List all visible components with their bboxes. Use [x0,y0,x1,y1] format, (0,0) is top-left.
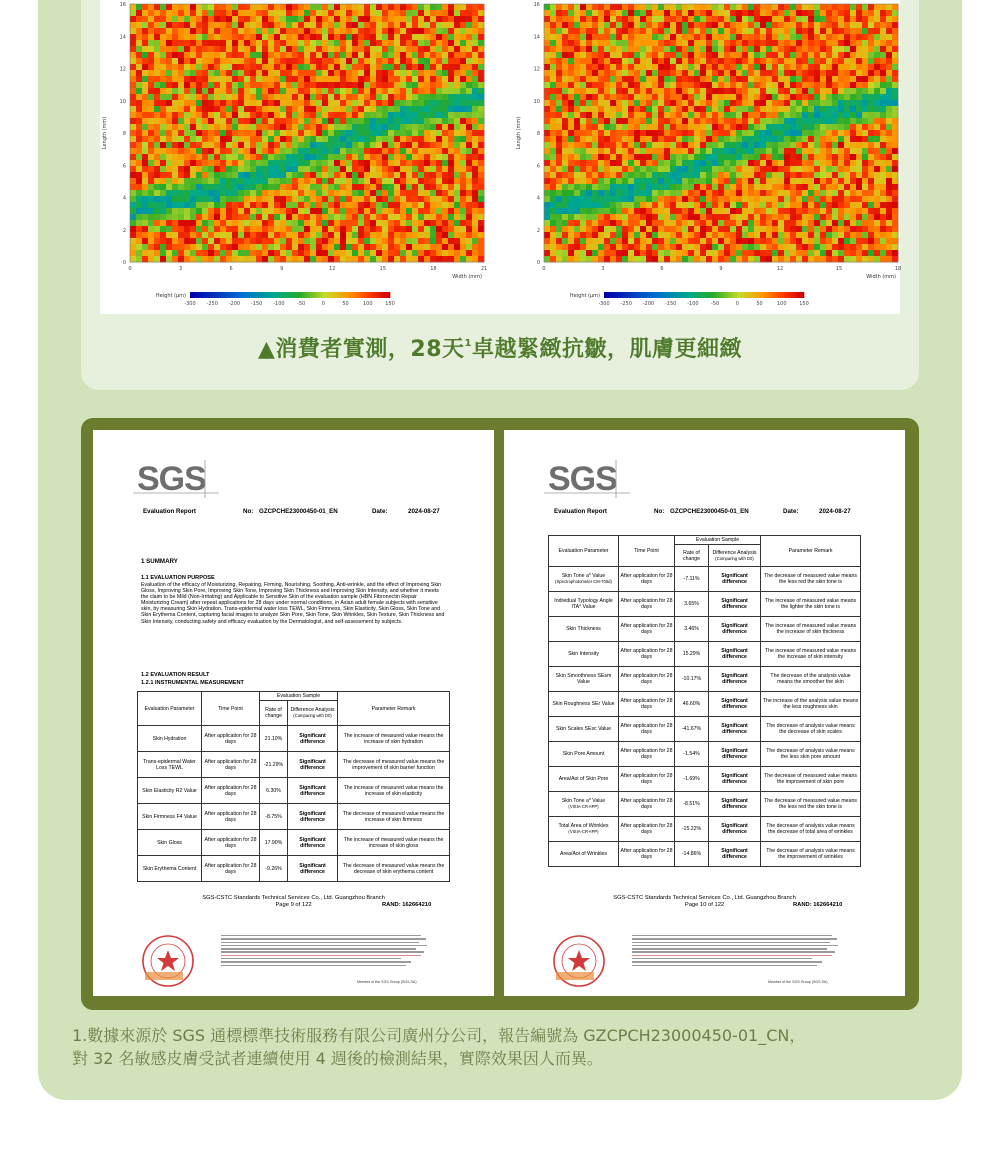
y-tick-label: 2 [536,227,540,234]
cell-time: After application for 28 days [619,742,675,767]
cell-time: After application for 28 days [619,817,675,842]
cell-param [138,778,202,804]
y-tick-label: 0 [122,260,126,266]
skin-heatmap-after [514,0,900,314]
cell-remark: The decrease of measured value means the less red the skin tone is [761,567,861,592]
col-header-param: Evaluation Parameter [138,692,202,726]
colorbar-label: Height (µm) [569,293,600,299]
sgs-seal-stamp [141,934,195,988]
cell-rate: -1.69% [675,767,709,792]
y-tick-label: 10 [119,98,126,105]
table-row [549,742,861,767]
cell-time: After application for 28 days [619,617,675,642]
section-instrumental: 1.2.1 INSTRUMENTAL MEASUREMENT [141,680,244,686]
report-no-value: GZCPCHE23000450-01_EN [670,508,749,515]
cell-param-name: Area/Aoi of Skin Pore [558,776,609,782]
table-row [549,792,861,817]
cell-rate: -8.51% [675,792,709,817]
cell-rate: -8.75% [260,804,288,830]
table-row [549,592,861,617]
cell-rate: -14.86% [675,842,709,867]
cell-param [549,767,619,792]
colorbar-tick-label: 100 [777,301,787,307]
cell-remark: The increase of measured value means the lighter the skin tone is [761,592,861,617]
cell-param [549,692,619,717]
cell-param-name: Skin Roughness SEr Value [552,701,615,707]
colorbar-tick-label: -150 [664,301,677,307]
cell-remark: The decrease of measured value means the improvement of skin barrier function [338,752,450,778]
table-row [549,667,861,692]
cell-param-name: Skin Pore Amount [562,751,605,757]
cell-rate: -10.17% [675,667,709,692]
table-row [549,617,861,642]
report-date-label: Date: [783,508,799,515]
sgs-seal-stamp [552,934,606,988]
y-axis-label: Length (mm) [516,116,522,150]
x-tick-label: 0 [542,266,546,272]
y-tick-label: 12 [119,66,126,73]
cell-param [549,792,619,817]
cell-param [549,567,619,592]
colorbar [604,292,804,298]
cell-param-name: Total Area of Wrinkles [558,823,609,829]
cell-remark: The increase of measured value means the increase of skin hydration [338,726,450,752]
cell-time: After application for 28 days [619,592,675,617]
x-tick-label: 9 [719,266,723,272]
x-tick-label: 15 [835,266,843,272]
cell-remark: The decrease of measured value means the less red the skin tone is [761,792,861,817]
cell-diff: Significant difference [288,804,338,830]
cell-diff: Significant difference [709,592,761,617]
report-title: Evaluation Report [554,508,607,515]
cell-time: After application for 28 days [619,842,675,867]
report-no-label: No: [654,508,665,515]
report-date-value: 2024-08-27 [408,508,440,515]
y-tick-label: 14 [119,34,126,41]
footer-company: SGS-CSTC Standards Technical Services Co., Ltd. Guangzhou Branch [613,895,796,901]
cell-param [138,726,202,752]
footer-page: Page 9 of 122 [275,902,312,908]
cell-param-name: Skin Intensity [568,651,599,657]
cell-param [549,617,619,642]
cell-remark: The increase of measured value means the increase of skin gloss [338,830,450,856]
cell-time: After application for 28 days [619,792,675,817]
table-row [549,642,861,667]
table-row [138,830,450,856]
table-row [549,842,861,867]
col-header-rate: Rate of change [675,545,709,567]
report-date-label: Date: [372,508,388,515]
x-tick-label: 6 [660,266,664,272]
sgs-logo-text: SGS [548,460,617,498]
cell-param [549,667,619,692]
x-tick-label: 9 [280,266,284,272]
cell-rate: -9.26% [260,856,288,882]
y-axis-label: Length (mm) [102,116,108,150]
x-tick-label: 12 [776,266,784,272]
y-tick-label: 16 [533,2,540,8]
col-header-diff-sub: (Comparing with D0) [293,713,332,718]
cell-param-name: Area/Aoi of Wrinkles [560,851,607,857]
cell-param-note: (Spectrophotometer CM-700d) [555,579,612,584]
cell-diff: Significant difference [709,842,761,867]
cell-diff: Significant difference [709,617,761,642]
x-axis-label: Width (mm) [452,274,482,280]
cell-param [138,830,202,856]
section-summary: 1 SUMMARY [141,558,178,565]
cell-diff: Significant difference [709,792,761,817]
cell-param [549,742,619,767]
colorbar-tick-label: -300 [184,301,196,307]
report-card [81,418,919,1010]
y-tick-label: 4 [536,195,540,202]
cell-remark: The increase of measured value means the increase of skin elasticity [338,778,450,804]
cell-param-name: Skin Gloss [157,839,182,846]
cell-param-name: Skin Thickness [566,626,601,632]
cell-time: After application for 28 days [202,830,260,856]
col-header-diff-sub: (Comparing with D0) [715,555,754,561]
cell-rate: -41.67% [675,717,709,742]
cell-time: After application for 28 days [619,642,675,667]
colorbar-tick-label: 50 [756,301,763,307]
colorbar-tick-label: -100 [687,301,699,307]
cell-rate: 21.10% [260,726,288,752]
cell-param [549,842,619,867]
cell-rate: 15.29% [675,642,709,667]
report-page-10 [504,430,905,996]
section-purpose: 1.1 EVALUATION PURPOSE [141,575,215,581]
results-table-page10 [548,535,861,867]
caption-footnote-marker: 1 [464,338,472,349]
legal-fineprint [632,935,842,971]
table-row [138,726,450,752]
legal-fineprint [221,935,431,971]
cell-param [138,804,202,830]
cell-time: After application for 28 days [619,667,675,692]
cell-diff: Significant difference [709,642,761,667]
cell-param-name: Individual Typology Angle ITA° Value [554,598,613,610]
colorbar-tick-label: -250 [620,301,632,307]
cell-rate: -7.11% [675,567,709,592]
skin-texture-maps [100,0,900,314]
report-no-value: GZCPCHE23000450-01_EN [259,508,338,515]
footer-page: Page 10 of 122 [684,902,725,908]
cell-remark: The decrease of measured value means the improvement of skin pore [761,767,861,792]
col-header-sample: Evaluation Sample [675,536,761,545]
sgs-logo-text: SGS [137,460,206,498]
x-tick-label: 18 [430,266,437,272]
cell-diff: Significant difference [709,567,761,592]
table-row [138,804,450,830]
footer-rand: RAND: 162664210 [793,902,843,908]
col-header-sample: Evaluation Sample [260,692,338,701]
cell-rate: 3.65% [675,592,709,617]
report-date-value: 2024-08-27 [819,508,851,515]
results-table-page9 [137,691,450,882]
cell-time: After application for 28 days [619,717,675,742]
colorbar-tick-label: -200 [642,301,655,307]
cell-param [138,752,202,778]
cell-param-note: (VISIA-CR+IPP) [568,829,599,834]
cell-diff: Significant difference [709,817,761,842]
caption-suffix: 卓越緊緻抗皺，肌膚更細緻 [472,337,743,362]
y-tick-label: 4 [122,195,126,202]
col-header-remark: Parameter Remark [761,536,861,567]
x-tick-label: 3 [601,266,605,272]
cell-param [549,642,619,667]
y-tick-label: 0 [536,260,540,266]
x-tick-label: 3 [178,266,183,272]
x-axis-label: Width (mm) [866,274,896,280]
report-title: Evaluation Report [143,508,196,515]
cell-remark: The increase of measured value means the increase of skin thickness [761,617,861,642]
cell-param [549,817,619,842]
cell-time: After application for 28 days [619,692,675,717]
table-row [549,817,861,842]
heatmap-svg [100,0,486,314]
heatmap-texture [544,4,898,262]
table-row [549,567,861,592]
cell-time: After application for 28 days [619,567,675,592]
cell-param [549,717,619,742]
colorbar-label: Height (µm) [155,293,186,299]
source-footnote [72,1024,952,1070]
col-header-diff-main: Difference Analysis [290,707,335,713]
cell-param-name: Skin Firmness F4 Value [142,813,197,820]
cell-diff: Significant difference [709,667,761,692]
cell-diff: Significant difference [709,742,761,767]
result-caption [0,332,1000,363]
cell-diff: Significant difference [709,692,761,717]
x-tick-label: 12 [329,266,336,272]
colorbar-tick-label: 150 [385,301,395,307]
report-page-9 [93,430,494,996]
cell-rate: 6.30% [260,778,288,804]
col-header-diff-main: Difference Analysis [712,549,757,556]
cell-rate: -21.29% [260,752,288,778]
cell-param-name: Skin Tone a* Value [561,798,606,804]
member-line: Member of the SGS Group (SGS SA) [357,980,417,984]
sgs-logo [133,458,219,498]
report-header [554,508,855,517]
x-tick-label: 21 [480,266,488,272]
footnote-line-1: 1.數據來源於 SGS 通標標準技術服務有限公司廣州分公司，報告編號為 GZCPCH23000450-01_CN， [72,1026,806,1045]
cell-diff: Significant difference [288,726,338,752]
cell-param [549,592,619,617]
footer-rand: RAND: 162664210 [382,902,432,908]
cell-param [138,856,202,882]
colorbar-tick-label: 50 [342,301,349,307]
x-tick-label: 15 [379,266,387,272]
purpose-text: Evaluation of the efficacy of Moisturizing, Repairing, Firming, Nourishing, Soothing, Anti-wrinkle, and the effect of Improving Skin Gloss, Improving Skin Pore, Improving Skin Tone, Improving Skin Thickness and Improving Skin Intensity, and whether it meets the claim to be Mild (Non-Irritating) and Applicable to Sensitive Skin of the evaluation sample (HBN Fibronectin Repair Moisturizing Cream) after repeat applications for 28 days under normal conditions, in Asian adult female subjects with sensitive skin, by measuring Skin Hydration, Trans-epidermal water loss TEWL, Skin Firmness, Skin Elasticity, Skin Gloss, Skin Tone and Skin Erythema Content, capturing facial images to analyze Skin Pore, Skin Tone, Skin Wrinkles, Skin Texture, Skin Thickness and Skin Intensity, conducting safety and efficacy evaluation by the Dermatologist, and self-assessment by subjects. [141,582,445,625]
colorbar-tick-label: 100 [363,301,373,307]
table-row [549,717,861,742]
col-header-diff [288,701,338,726]
cell-diff: Significant difference [709,717,761,742]
x-tick-label: 0 [128,266,132,272]
cell-rate: 3.46% [675,617,709,642]
y-tick-label: 8 [536,131,540,137]
col-header-param: Evaluation Parameter [549,536,619,567]
cell-rate: 17.90% [260,830,288,856]
y-tick-label: 14 [533,34,540,41]
sgs-logo [544,458,630,498]
cell-diff: Significant difference [288,830,338,856]
heatmap-svg [514,0,900,314]
y-tick-label: 6 [536,163,540,170]
colorbar-tick-label: -300 [598,301,610,307]
colorbar-tick-label: 0 [735,301,739,307]
cell-remark: The decrease of analysis value means the decrease of total area of wrinkles [761,817,861,842]
table-row [138,778,450,804]
table-row [549,692,861,717]
cell-time: After application for 28 days [202,726,260,752]
cell-diff: Significant difference [288,752,338,778]
colorbar-tick-label: -100 [273,301,285,307]
footer-company: SGS-CSTC Standards Technical Services Co., Ltd. Guangzhou Branch [202,895,385,901]
cell-time: After application for 28 days [619,767,675,792]
cell-rate: -15.22% [675,817,709,842]
cell-param-name: Skin Scales SEsc Value [556,726,611,732]
cell-remark: The decrease of analysis value means the less skin pore amount [761,742,861,767]
table-row [138,752,450,778]
cell-param-name: Skin Hydration [152,735,187,742]
colorbar-tick-label: -200 [228,301,241,307]
cell-rate: -1.54% [675,742,709,767]
cell-time: After application for 28 days [202,856,260,882]
colorbar-tick-label: -250 [206,301,218,307]
report-no-label: No: [243,508,254,515]
y-tick-label: 10 [533,98,540,105]
colorbar-tick-label: 0 [321,301,325,307]
cell-time: After application for 28 days [202,778,260,804]
cell-time: After application for 28 days [202,804,260,830]
cell-remark: The decrease of analysis value means the improvement of wrinkles [761,842,861,867]
cell-param-note: (VISIA-CR+IPP) [568,804,599,809]
col-header-diff [709,545,761,567]
x-tick-label: 18 [894,266,902,272]
y-tick-label: 8 [122,131,126,137]
y-tick-label: 6 [122,163,126,170]
cell-diff: Significant difference [288,856,338,882]
cell-remark: The increase of measured value means the increase of skin intensity [761,642,861,667]
colorbar [190,292,390,298]
cell-diff: Significant difference [288,778,338,804]
y-tick-label: 2 [122,227,126,234]
colorbar-tick-label: 150 [799,301,809,307]
col-header-time: Time Point [202,692,260,726]
cell-rate: 46.60% [675,692,709,717]
section-result: 1.2 EVALUATION RESULT [141,672,210,678]
colorbar-tick-label: -50 [711,301,720,307]
cell-param-name: Skin Smoothness SEsm Value [555,673,612,685]
cell-remark: The decrease of measured value means the increase of skin firmness [338,804,450,830]
y-tick-label: 16 [119,2,126,8]
col-header-rate: Rate of change [260,701,288,726]
cell-remark: The increase of the analysis value means the less roughness skin [761,692,861,717]
cell-param-name: Skin Erythema Content [142,865,197,872]
col-header-time: Time Point [619,536,675,567]
cell-remark: The decrease of the analysis value means the smoother the skin [761,667,861,692]
y-tick-label: 12 [533,66,540,73]
member-line: Member of the SGS Group (SGS SA) [768,980,828,984]
colorbar-tick-label: -150 [250,301,263,307]
cell-param-name: Skin Tone a* Value [561,573,606,579]
colorbar-tick-label: -50 [297,301,306,307]
x-tick-label: 6 [229,266,233,272]
col-header-remark: Parameter Remark [338,692,450,726]
report-header [143,508,444,517]
cell-param-name: Trans-epidermal Water Loss TEWL [143,758,196,771]
cell-diff: Significant difference [709,767,761,792]
cell-time: After application for 28 days [202,752,260,778]
table-row [549,767,861,792]
caption-prefix: ▲消費者實測，28天 [257,337,465,362]
skin-heatmap-before [100,0,486,314]
cell-param-name: Skin Elasticity R2 Value [142,787,197,794]
footnote-line-2: 對 32 名敏感皮膚受試者連續使用 4 週後的檢測結果，實際效果因人而異。 [72,1049,603,1068]
table-row [138,856,450,882]
cell-remark: The decrease of measured value means the decrease of skin erythema content [338,856,450,882]
cell-remark: The decrease of analysis value means the decrease of skin scales [761,717,861,742]
heatmap-texture [130,4,484,262]
